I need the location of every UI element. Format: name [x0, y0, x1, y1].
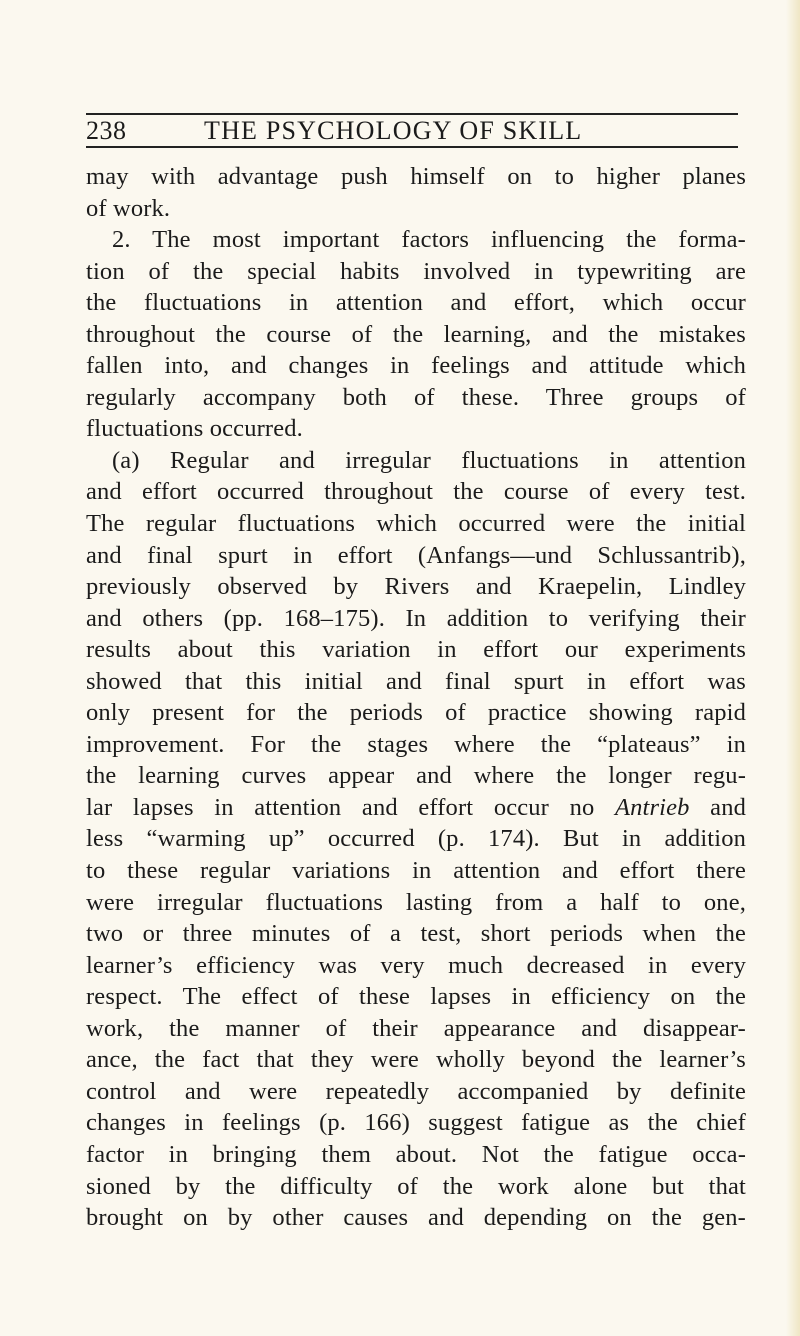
text-line: respect. The effect of these lapses in efficiency on the	[86, 983, 746, 1011]
text-line: the fluctuations in attention and effort, which occur	[86, 289, 746, 317]
running-head-title: THE PSYCHOLOGY OF SKILL	[204, 116, 583, 145]
text-line: were irregular fluctuations lasting from a half to one,	[86, 888, 746, 916]
text-line: only present for the periods of practice showing rapid	[86, 699, 746, 727]
text-line: previously observed by Rivers and Kraepelin, Lindley	[86, 573, 746, 601]
page-number: 238	[86, 116, 127, 145]
text-line: to these regular variations in attention and effort there	[86, 857, 746, 885]
text-line: learner’s efficiency was very much decreased in every	[86, 951, 746, 979]
text-line: tion of the special habits involved in typewriting are	[86, 257, 746, 285]
header-underline	[86, 146, 738, 148]
text-line: ance, the fact that they were wholly beyond the learner’s	[86, 1046, 746, 1074]
text-line: factor in bringing them about. Not the fatigue occa-	[86, 1140, 746, 1168]
text-line: two or three minutes of a test, short periods when the	[86, 920, 746, 948]
text-line: showed that this initial and final spurt in effort was	[86, 667, 746, 695]
text-line: control and were repeatedly accompanied by definite	[86, 1077, 746, 1105]
text-line: changes in feelings (p. 166) suggest fatigue as the chief	[86, 1109, 746, 1137]
text-line: the learning curves appear and where the longer regu-	[86, 762, 746, 790]
text-segment: and	[689, 793, 746, 821]
header-top-rule	[86, 113, 738, 115]
text-line	[86, 792, 746, 824]
text-line: and others (pp. 168–175). In addition to verifying their	[86, 604, 746, 632]
text-line: fluctuations occurred.	[86, 415, 303, 443]
body-text	[86, 161, 746, 1234]
text-line: The regular fluctuations which occurred were the initial	[86, 510, 746, 538]
text-line: throughout the course of the learning, and the mistakes	[86, 320, 746, 348]
italic-term: Antrieb	[615, 793, 690, 821]
text-line: brought on by other causes and depending on the gen-	[86, 1204, 746, 1232]
page-edge	[786, 0, 800, 1336]
text-line: of work.	[86, 194, 171, 222]
text-line: (a) Regular and irregular fluctuations in attention	[112, 446, 746, 474]
text-line: results about this variation in effort our experiments	[86, 636, 746, 664]
text-line: may with advantage push himself on to higher planes	[86, 163, 746, 190]
text-line: fallen into, and changes in feelings and attitude which	[86, 352, 746, 380]
text-line: 2. The most important factors influencing the forma-	[112, 226, 746, 254]
text-line: sioned by the difficulty of the work alone but that	[86, 1172, 746, 1200]
text-line: and effort occurred throughout the course of every test.	[86, 478, 746, 506]
text-line: and final spurt in effort (Anfangs—und Schlussantrib),	[86, 541, 746, 569]
text-line: work, the manner of their appearance and disappear-	[86, 1014, 746, 1042]
running-header	[86, 113, 738, 147]
text-line: improvement. For the stages where the “plateaus” in	[86, 730, 746, 758]
text-segment: lar lapses in attention and effort occur no	[86, 793, 616, 821]
text-line: less “warming up” occurred (p. 174). But in addition	[86, 825, 746, 853]
text-line: regularly accompany both of these. Three groups of	[86, 383, 746, 411]
